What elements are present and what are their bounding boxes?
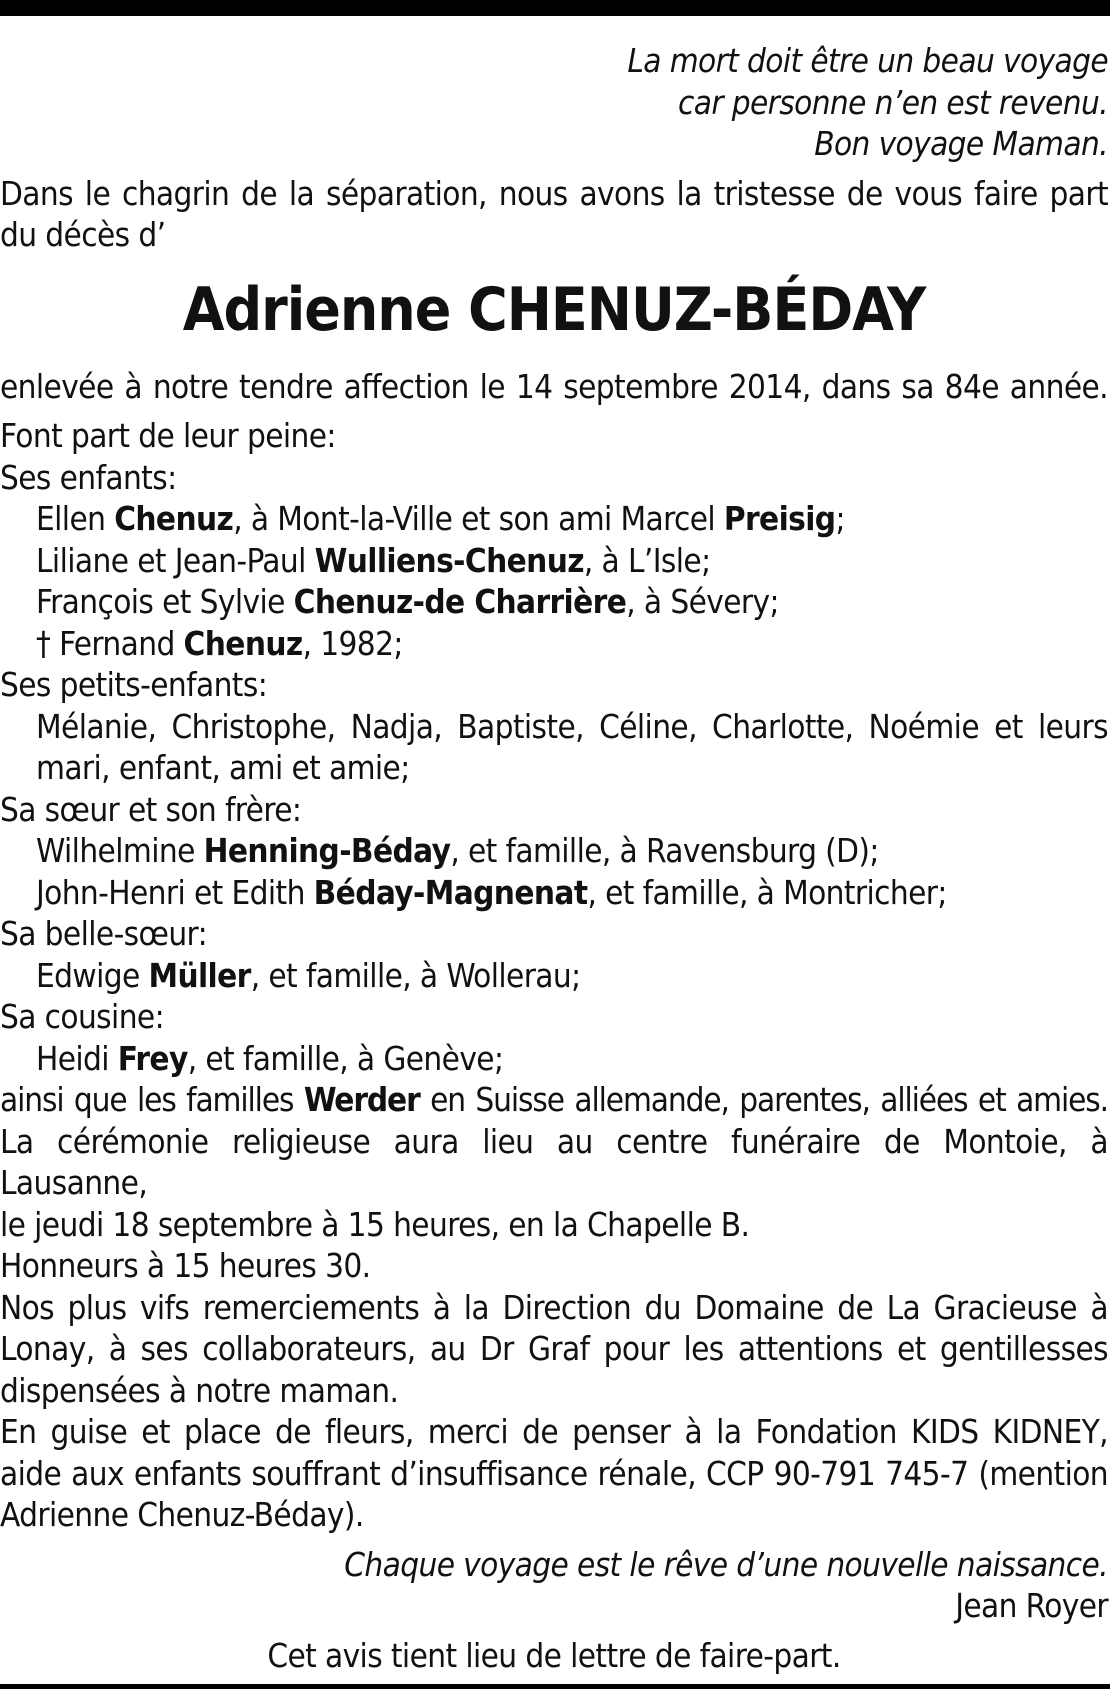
intro-line: Dans le chagrin de la séparation, nous avons la tristesse de vous faire part — [0, 173, 1108, 213]
grandchildren-line: Mélanie, Christophe, Nadja, Baptiste, Céline, Charlotte, Noémie et leurs — [36, 706, 1108, 746]
family-member: Wilhelmine Henning-Béday, et famille, à Ravensburg (D); — [36, 831, 879, 870]
bottom-rule — [0, 1684, 1110, 1689]
grandchildren-label: Ses petits-enfants: — [0, 665, 268, 704]
top-rule — [0, 0, 1110, 16]
siblings-label: Sa sœur et son frère: — [0, 789, 302, 829]
ceremony-line: le jeudi 18 septembre à 15 heures, en la Chapelle B. — [0, 1204, 750, 1244]
family-member: † Fernand Chenuz, 1982; — [36, 623, 403, 663]
surname: Chenuz — [114, 499, 234, 538]
surname: Preisig — [723, 499, 836, 538]
surname: Henning-Béday — [203, 831, 451, 870]
children-label: Ses enfants: — [0, 457, 177, 497]
family-intro: Font part de leur peine: — [0, 416, 336, 455]
donation-line: En guise et place de fleurs, merci de penser à la Fondation KIDS KIDNEY, — [0, 1412, 1108, 1451]
death-notice: enlevée à notre tendre affection le 14 septembre 2014, dans sa 84e année. — [0, 366, 1108, 406]
thanks-line: Nos plus vifs remerciements à la Direction du Domaine de La Gracieuse à — [0, 1287, 1108, 1327]
thanks-line: Lonay, à ses collaborateurs, au Dr Graf pour les attentions et gentillesses — [0, 1329, 1108, 1368]
surname: Müller — [148, 955, 251, 995]
intro-line: du décès d’ — [0, 215, 166, 254]
family-member: François et Sylvie Chenuz-de Charrière, à Sévery; — [36, 582, 779, 621]
family-member: Edwige Müller, et famille, à Wollerau; — [36, 955, 581, 995]
honours-line: Honneurs à 15 heures 30. — [0, 1246, 371, 1285]
epigraph-line: La mort doit être un beau voyage — [627, 41, 1108, 80]
other-families: ainsi que les familles Werder en Suisse allemande, parentes, alliées et amies. — [0, 1080, 1108, 1119]
surname: Chenuz-de Charrière — [293, 582, 627, 621]
epigraph-line: Bon voyage Maman. — [814, 124, 1108, 163]
epigraph-line: car personne n’en est revenu. — [678, 82, 1108, 122]
obituary-notice — [0, 40, 1108, 1676]
donation-line: Adrienne Chenuz-Béday). — [0, 1495, 364, 1534]
family-member: Liliane et Jean-Paul Wulliens-Chenuz, à L’Isle; — [36, 540, 711, 580]
sister-in-law-label: Sa belle-sœur: — [0, 914, 207, 953]
deceased-name: Adrienne CHENUZ-BÉDAY — [182, 274, 926, 345]
family-member: Ellen Chenuz, à Mont-la-Ville et son ami Marcel Preisig; — [36, 499, 845, 538]
surname: Werder — [303, 1080, 420, 1119]
donation-line: aide aux enfants souffrant d’insuffisance rénale, CCP 90-791 745-7 (mention — [0, 1453, 1108, 1493]
grandchildren-line: mari, enfant, ami et amie; — [36, 748, 410, 787]
family-member: John-Henri et Edith Béday-Magnenat, et famille, à Montricher; — [36, 872, 947, 912]
surname: Wulliens-Chenuz — [314, 540, 584, 580]
ceremony-line: La cérémonie religieuse aura lieu au centre funéraire de Montoie, à Lausanne, — [0, 1121, 1108, 1202]
surname: Béday-Magnenat — [313, 872, 588, 912]
opening-epigraph — [0, 40, 1108, 165]
cousin-label: Sa cousine: — [0, 997, 164, 1036]
thanks-line: dispensées à notre maman. — [0, 1370, 399, 1410]
footer-note: Cet avis tient lieu de lettre de faire-part. — [267, 1635, 841, 1675]
family-member: Heidi Frey, et famille, à Genève; — [36, 1038, 504, 1078]
closing-author: Jean Royer — [955, 1586, 1108, 1625]
closing-quote: Chaque voyage est le rêve d’une nouvelle naissance. — [344, 1544, 1108, 1584]
surname: Chenuz — [183, 623, 303, 663]
surname: Frey — [117, 1038, 188, 1078]
